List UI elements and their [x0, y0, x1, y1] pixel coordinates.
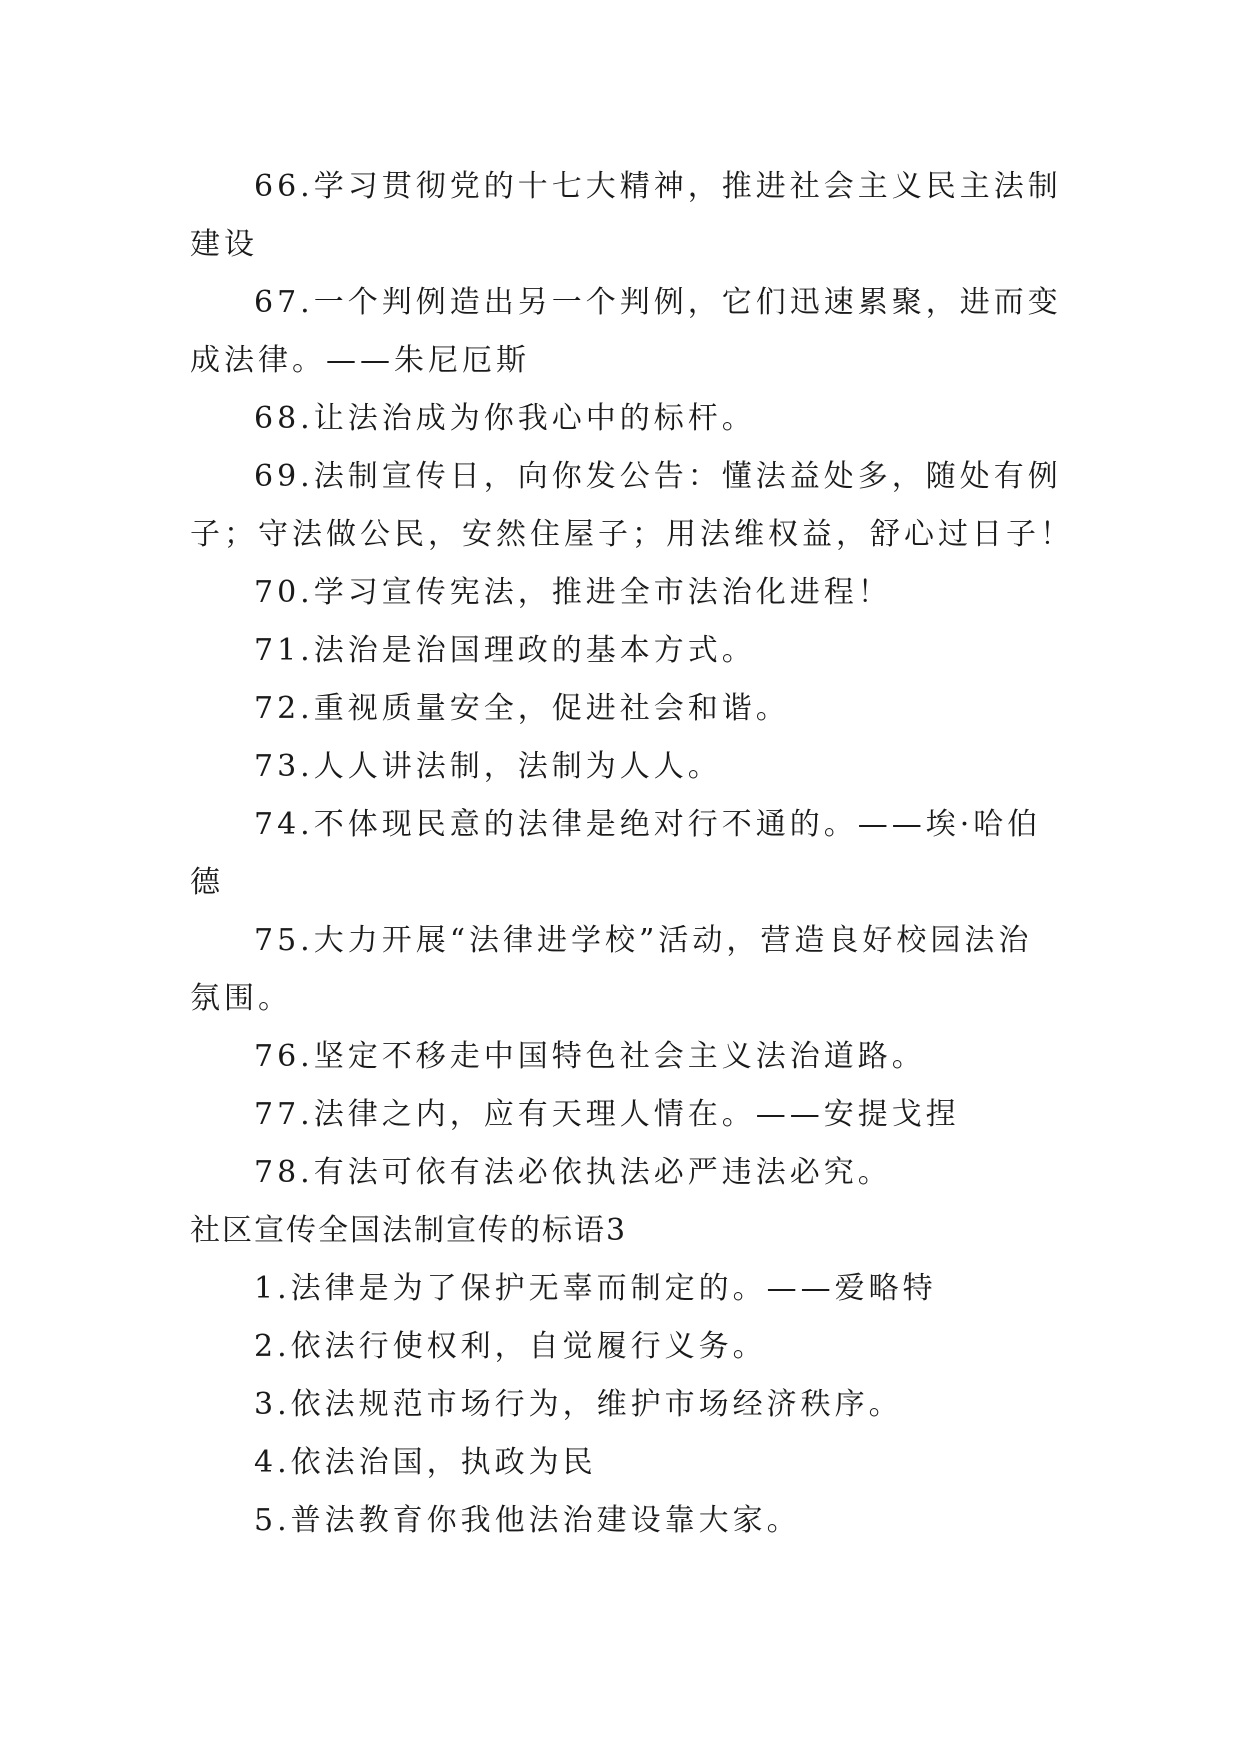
text-line: 77.法律之内，应有天理人情在。——安提戈捏	[254, 1097, 960, 1132]
text-line: 1.法律是为了保护无辜而制定的。——爱略特	[254, 1271, 937, 1306]
text-line: 70.学习宣传宪法，推进全市法治化进程！	[254, 575, 892, 610]
text-line: 74.不体现民意的法律是绝对行不通的。——埃·哈伯	[254, 807, 1042, 842]
text-line: 69.法制宣传日，向你发公告：懂法益处多，随处有例	[254, 459, 1062, 494]
text-line: 73.人人讲法制，法制为人人。	[254, 749, 722, 784]
document-body	[190, 158, 1074, 1550]
section-heading: 社区宣传全国法制宣传的标语3	[190, 1213, 628, 1248]
text-line: 75.大力开展“法律进学校”活动，营造良好校园法治	[254, 923, 1033, 958]
text-line: 76.坚定不移走中国特色社会主义法治道路。	[254, 1039, 926, 1074]
text-line: 71.法治是治国理政的基本方式。	[254, 633, 756, 668]
text-line: 德	[190, 865, 224, 900]
text-line: 2.依法行使权利，自觉履行义务。	[254, 1329, 767, 1364]
text-line: 子；守法做公民，安然住屋子；用法维权益，舒心过日子！	[190, 517, 1074, 552]
text-line: 氛围。	[190, 981, 292, 1016]
text-line: 4.依法治国，执政为民	[254, 1445, 597, 1480]
text-line: 5.普法教育你我他法治建设靠大家。	[254, 1503, 801, 1538]
text-line: 建设	[190, 227, 258, 262]
text-line: 成法律。——朱尼厄斯	[190, 343, 530, 378]
text-line: 67.一个判例造出另一个判例，它们迅速累聚，进而变	[254, 285, 1062, 320]
text-line: 66.学习贯彻党的十七大精神，推进社会主义民主法制	[254, 169, 1062, 204]
text-line: 78.有法可依有法必依执法必严违法必究。	[254, 1155, 892, 1190]
text-line: 3.依法规范市场行为，维护市场经济秩序。	[254, 1387, 903, 1422]
text-line: 72.重视质量安全，促进社会和谐。	[254, 691, 790, 726]
text-line: 68.让法治成为你我心中的标杆。	[254, 401, 756, 436]
